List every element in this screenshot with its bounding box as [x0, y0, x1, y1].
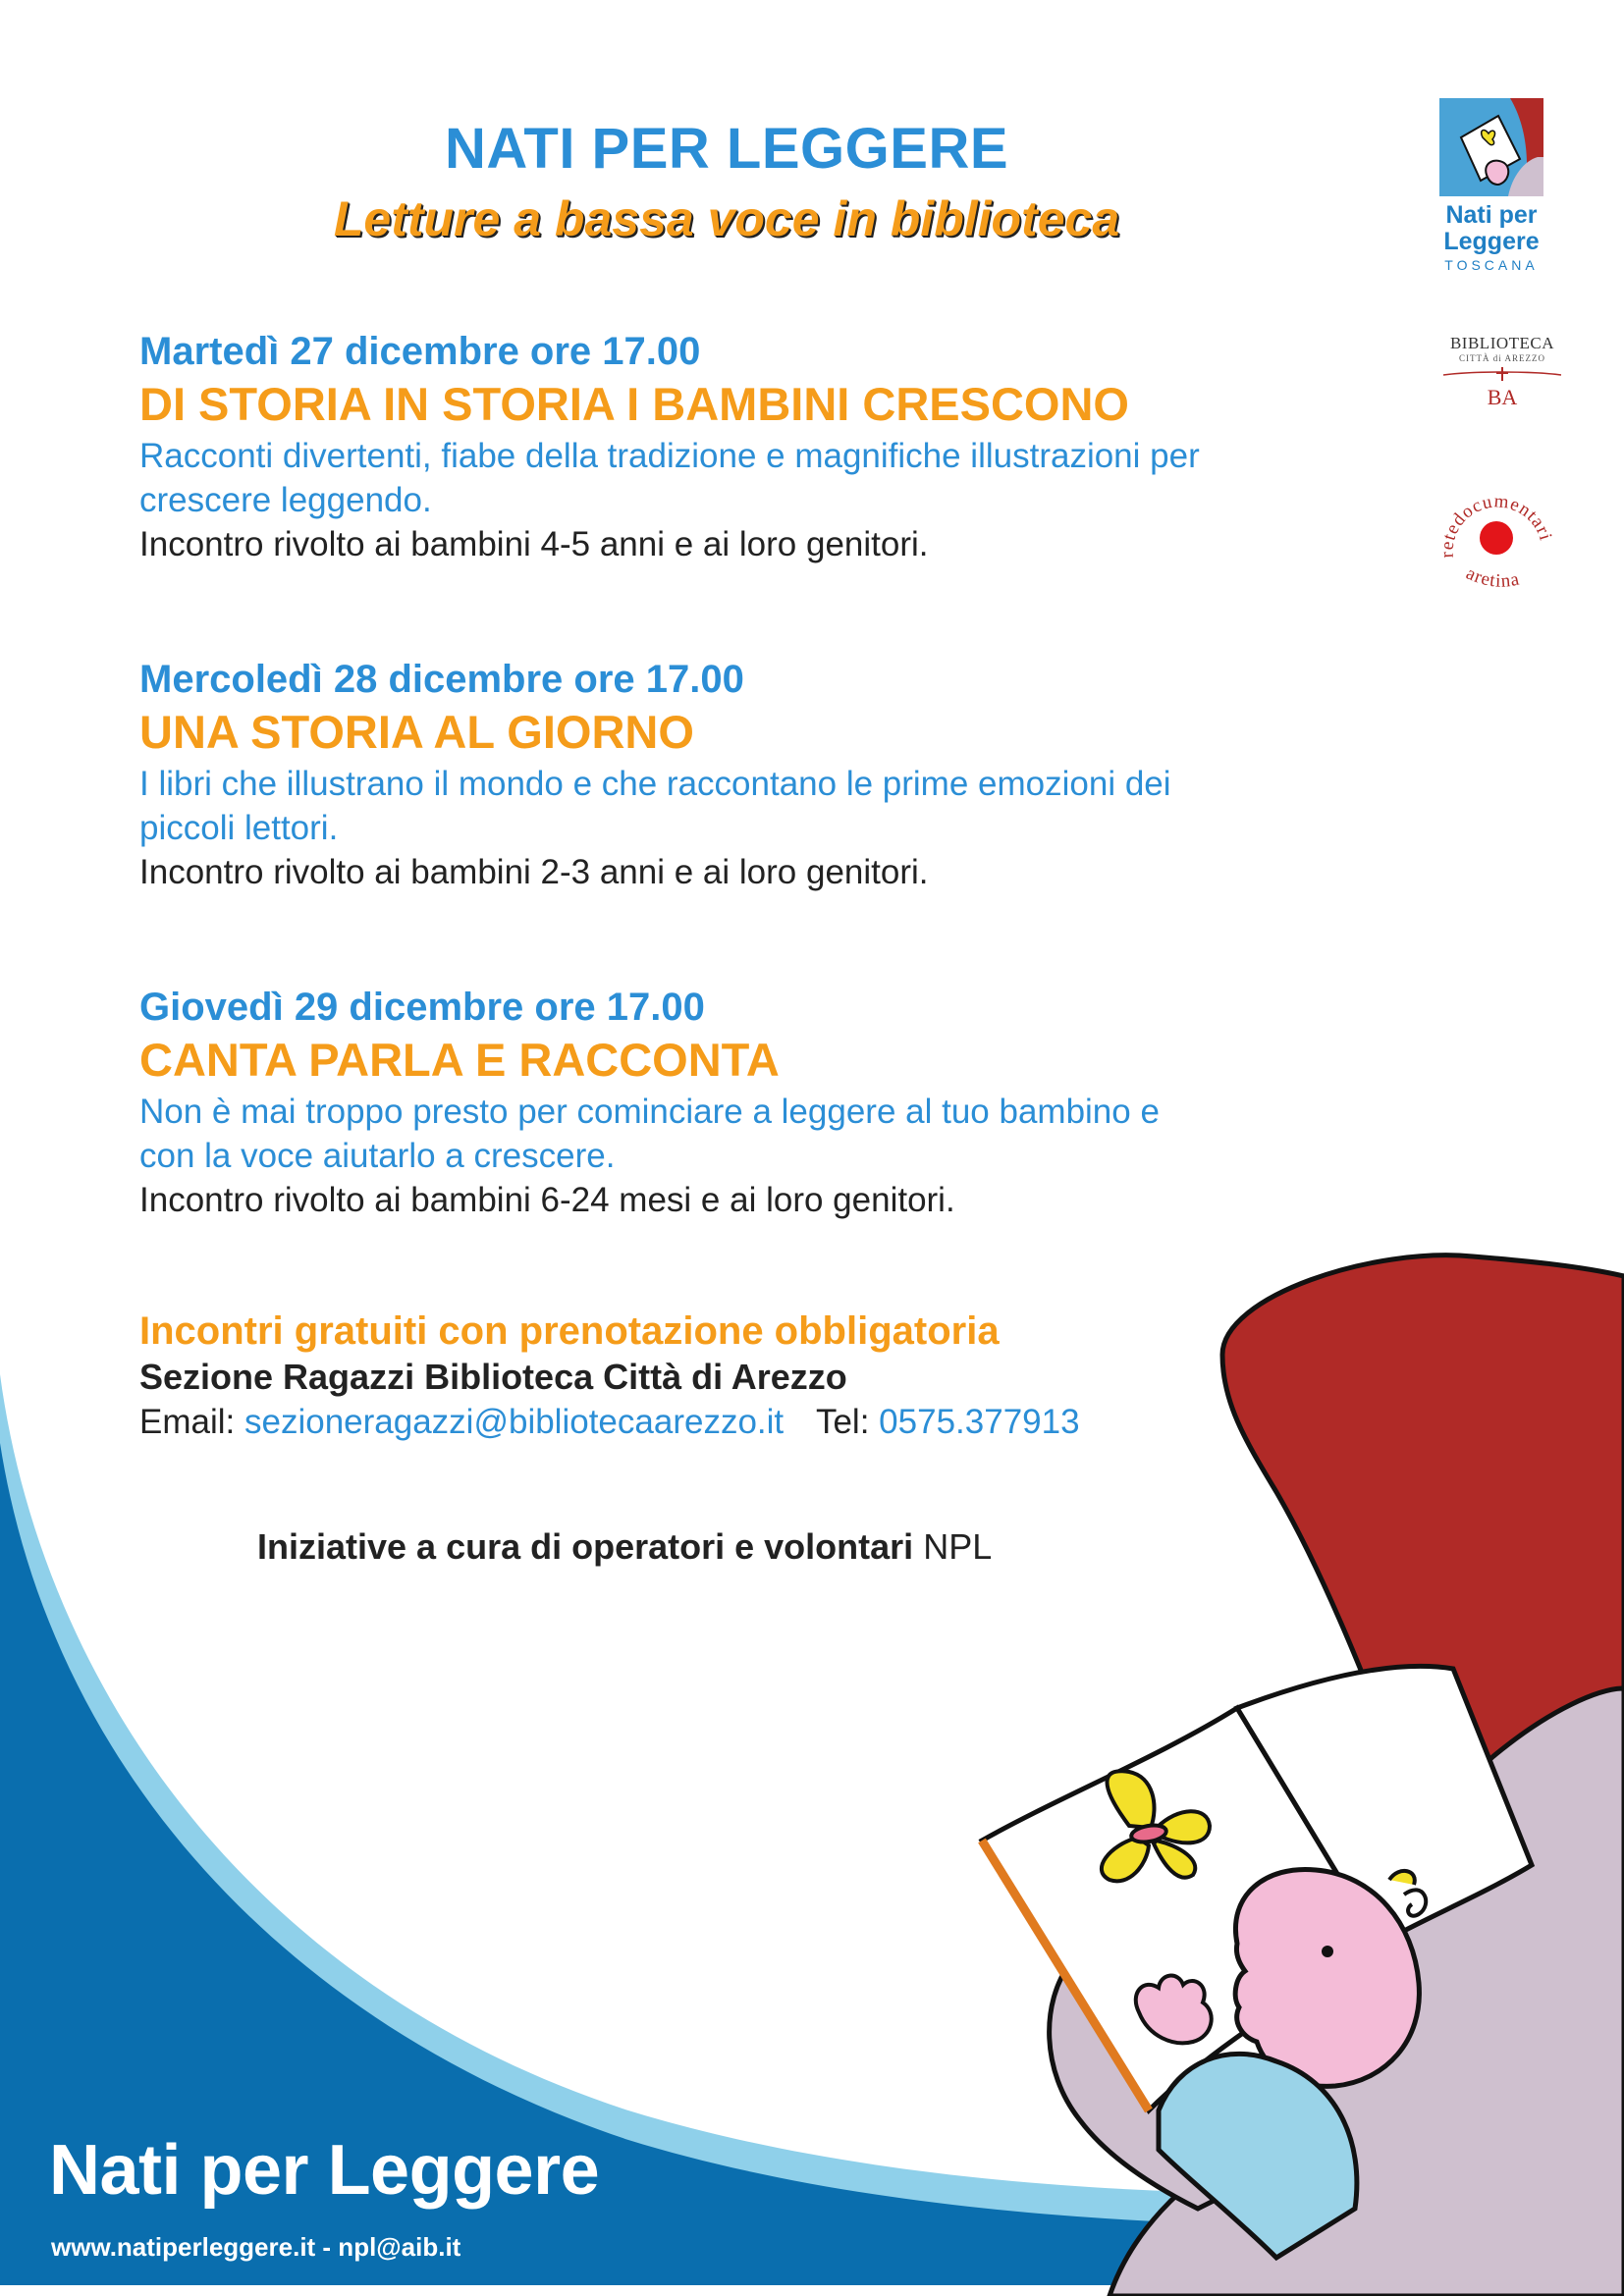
event-title: CANTA PARLA E RACCONTA [139, 1034, 780, 1086]
event-audience: Incontro rivolto ai bambini 6-24 mesi e ai loro genitori. [139, 1181, 955, 1219]
event-description-line: Racconti divertenti, fiabe della tradizione e magnifiche illustrazioni per [139, 437, 1200, 475]
tel-label: Tel: [815, 1403, 870, 1441]
event-audience: Incontro rivolto ai bambini 2-3 anni e ai loro genitori. [139, 853, 929, 891]
credits-org: NPL [923, 1526, 993, 1567]
event-3 [139, 984, 1347, 1222]
biblioteca-logo-name: BIBLIOTECA [1449, 334, 1555, 352]
event-description-line: piccoli lettori. [139, 809, 339, 847]
footer-website[interactable]: www.natiperleggere.it - npl@aib.it [51, 2232, 461, 2262]
email-link[interactable]: sezioneragazzi@bibliotecaarezzo.it [244, 1403, 785, 1441]
page-title: NATI PER LEGGERE [444, 117, 1009, 181]
event-date: Mercoledì 28 dicembre ore 17.00 [139, 658, 744, 701]
npl-logo-region: TOSCANA [1444, 257, 1539, 273]
event-audience: Incontro rivolto ai bambini 4-5 anni e ai loro genitori. [139, 525, 929, 563]
credits-line [257, 1526, 992, 1568]
rete-logo-text: retedocumentari [1436, 491, 1556, 559]
email-label: Email: [139, 1403, 236, 1441]
event-1 [139, 328, 1347, 566]
npl-logo-icon [1439, 98, 1543, 196]
npl-toscana-logo [1439, 98, 1543, 273]
contact-line [139, 1400, 1416, 1445]
tel-link[interactable]: 0575.377913 [879, 1403, 1080, 1441]
event-description-line: crescere leggendo. [139, 481, 432, 519]
library-section: Sezione Ragazzi Biblioteca Città di Arezzo [139, 1357, 847, 1397]
event-title: DI STORIA IN STORIA I BAMBINI CRESCONO [139, 378, 1129, 430]
npl-logo-name-1: Nati per [1445, 201, 1538, 229]
event-title: UNA STORIA AL GIORNO [139, 706, 694, 758]
event-description-line: I libri che illustrano il mondo e che raccontano le prime emozioni dei [139, 765, 1171, 803]
booking-info [139, 1308, 1416, 1445]
event-description-line: Non è mai troppo presto per cominciare a leggere al tuo bambino e [139, 1093, 1160, 1131]
biblioteca-logo [1434, 334, 1571, 417]
event-date: Giovedì 29 dicembre ore 17.00 [139, 986, 705, 1029]
rete-logo-icon [1426, 481, 1573, 609]
biblioteca-logo-initials: BA [1487, 385, 1518, 409]
biblioteca-logo-city: CITTÀ di AREZZO [1459, 353, 1545, 363]
biblioteca-logo-mark [1434, 363, 1571, 412]
credits-text: Iniziative a cura di operatori e volontari [257, 1526, 914, 1567]
booking-notice: Incontri gratuiti con prenotazione obbligatoria [139, 1309, 1000, 1353]
npl-logo-name-2: Leggere [1443, 228, 1540, 255]
page-subtitle: Letture a bassa voce in biblioteca [333, 191, 1120, 246]
footer-brand: Nati per Leggere [49, 2131, 600, 2210]
rete-documentaria-logo [1426, 481, 1573, 609]
rete-logo-text-2: aretina [1462, 562, 1522, 592]
event-date: Martedì 27 dicembre ore 17.00 [139, 330, 701, 373]
event-description-line: con la voce aiutarlo a crescere. [139, 1137, 616, 1175]
svg-text:aretina [1463, 563, 1522, 592]
event-2 [139, 656, 1347, 894]
